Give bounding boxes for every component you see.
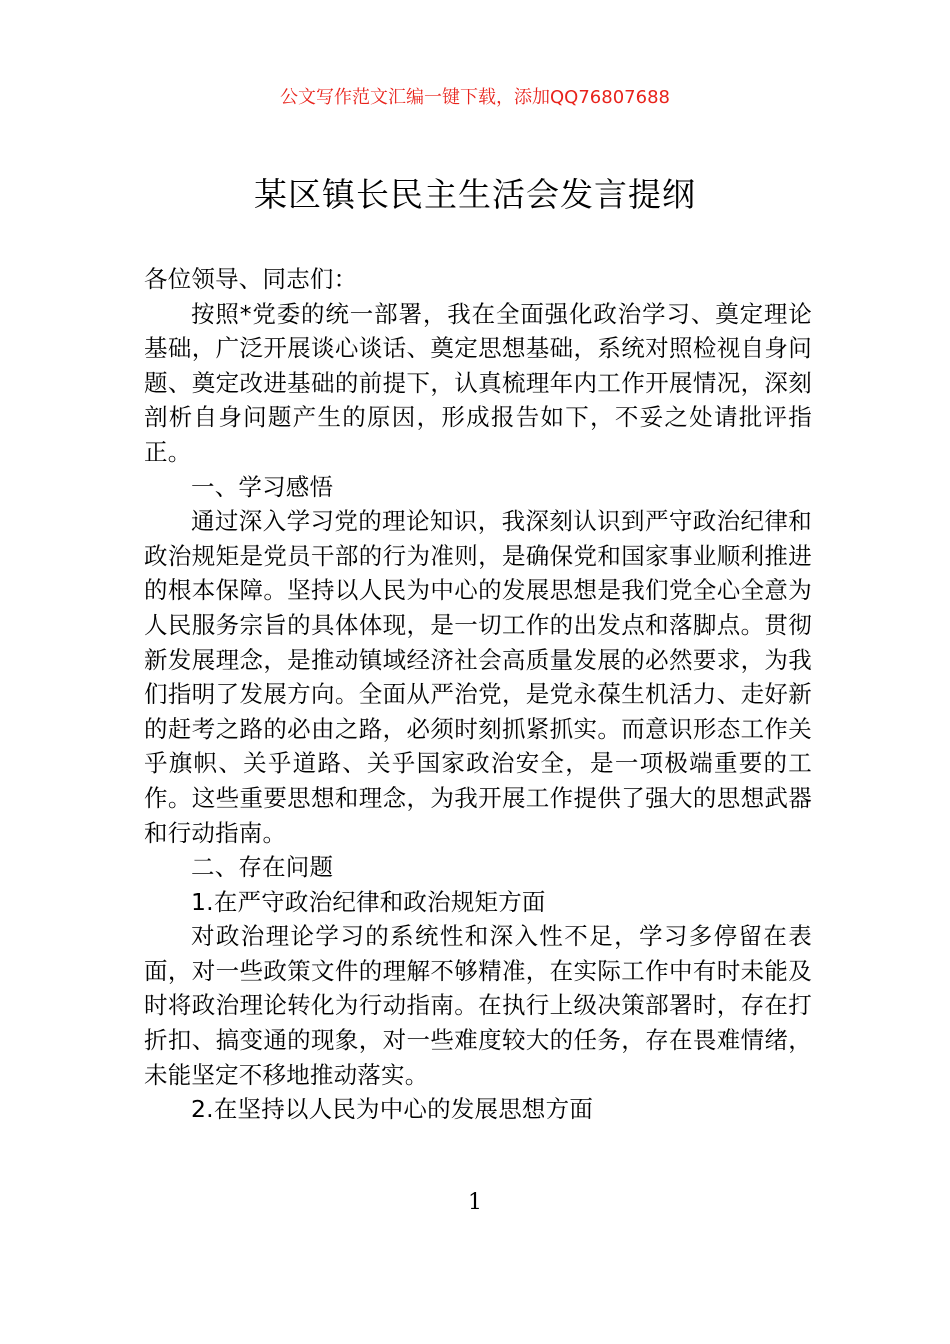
section-heading-problems: 二、存在问题 — [191, 853, 334, 882]
document-body — [144, 262, 812, 1127]
subheading-people-centered: 2.在坚持以人民为中心的发展思想方面 — [191, 1095, 594, 1124]
document-title: 某区镇长民主生活会发言提纲 — [254, 175, 696, 214]
page-number: 1 — [468, 1190, 482, 1215]
subheading-discipline: 1.在严守政治纪律和政治规矩方面 — [191, 887, 546, 916]
intro-paragraph: 按照*党委的统一部署，我在全面强化政治学习、奠定理论基础，广泛开展谈心谈话、奠定思想基础，系统对照检视自身问题、奠定改进基础的前提下，认真梳理年内工作开展情况，深刻剖析自身问题产生的原因，形成报告如下，不妥之处请批评指正。 — [144, 299, 812, 466]
learning-paragraph: 通过深入学习党的理论知识，我深刻认识到严守政治纪律和政治规矩是党员干部的行为准则，是确保党和国家事业顺利推进的根本保障。坚持以人民为中心的发展思想是我们党全心全意为人民服务宗旨的具体体现，是一切工作的出发点和落脚点。贯彻新发展理念，是推动镇域经济社会高质量发展的必然要求，为我们指明了发展方向。全面从严治党，是党永葆生机活力、走好新的赶考之路的必由之路，必须时刻抓紧抓实。而意识形态工作关乎旗帜、关乎道路、关乎国家政治安全，是一项极端重要的工作。这些重要思想和理念，为我开展工作提供了强大的思想武器和行动指南。 — [144, 507, 812, 847]
discipline-paragraph: 对政治理论学习的系统性和深入性不足，学习多停留在表面，对一些政策文件的理解不够精准，在实际工作中有时未能及时将政治理论转化为行动指南。在执行上级决策部署时，存在打折扣、搞变通的现象，对一些难度较大的任务，存在畏难情绪，未能坚定不移地推动落实。 — [144, 922, 812, 1089]
section-heading-learning: 一、学习感悟 — [191, 472, 334, 501]
salutation: 各位领导、同志们： — [144, 265, 358, 293]
download-notice: 公文写作范文汇编一键下载，添加QQ76807688 — [280, 87, 670, 108]
